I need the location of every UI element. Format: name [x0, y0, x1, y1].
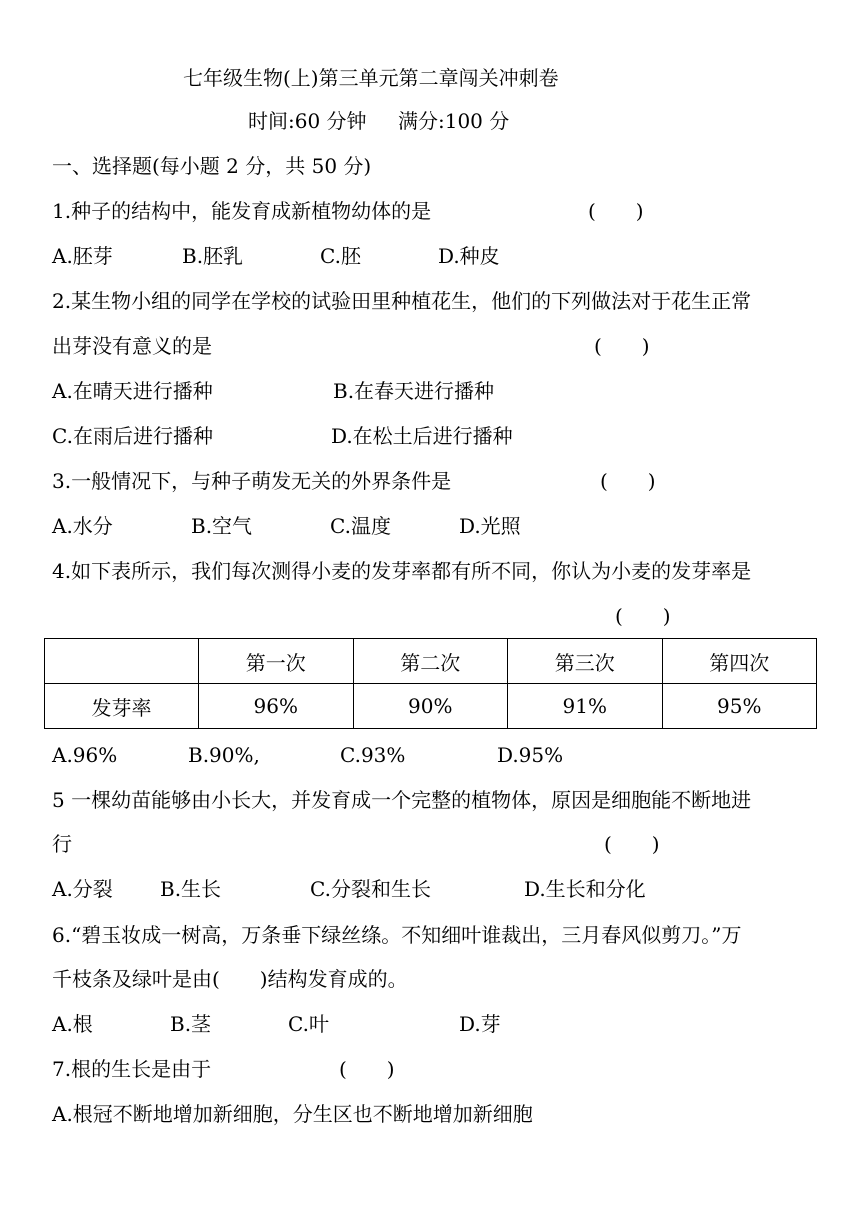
question-4-stem: 4.如下表所示，我们每次测得小麦的发芽率都有所不同，你认为小麦的发芽率是	[52, 559, 752, 583]
question-1-option-b: B.胚乳	[182, 244, 244, 268]
question-3-stem: 3.一般情况下，与种子萌发无关的外界条件是	[52, 469, 452, 493]
question-1-answer-blank: ( )	[588, 199, 644, 223]
question-2-option-b: B.在春天进行播种	[333, 379, 495, 403]
question-7-answer-blank: ( )	[339, 1057, 395, 1081]
question-4-option-a: A.96%	[52, 743, 118, 767]
question-1-option-d: D.种皮	[438, 244, 500, 268]
question-2-answer-blank: ( )	[594, 334, 650, 358]
table-row	[45, 684, 817, 729]
question-6-stem-line-2: 千枝条及绿叶是由( )结构发育成的。	[52, 967, 408, 991]
table-header-cell-fourth: 第四次	[662, 639, 817, 684]
question-2-stem-line-1: 2.某生物小组的同学在学校的试验田里种植花生，他们的下列做法对于花生正常	[52, 289, 752, 313]
question-7-stem: 7.根的生长是由于	[52, 1057, 212, 1081]
table-header-cell-third: 第三次	[508, 639, 663, 684]
question-4-option-c: C.93%	[340, 743, 406, 767]
question-4-answer-blank: ( )	[615, 604, 671, 628]
question-1-option-a: A.胚芽	[52, 244, 113, 268]
table-header-cell-first: 第一次	[199, 639, 354, 684]
question-7-option-a: A.根冠不断地增加新细胞，分生区也不断地增加新细胞	[52, 1102, 533, 1126]
table-cell-first: 96%	[199, 684, 354, 729]
section-heading: 一、选择题(每小题 2 分，共 50 分)	[52, 154, 372, 178]
question-3-answer-blank: ( )	[600, 469, 656, 493]
question-3-option-b: B.空气	[191, 514, 253, 538]
question-3-option-d: D.光照	[459, 514, 521, 538]
question-2-stem-line-2: 出芽没有意义的是	[52, 334, 212, 358]
germination-rate-table	[44, 638, 817, 729]
question-6-option-a: A.根	[52, 1012, 93, 1036]
question-2-option-c: C.在雨后进行播种	[52, 424, 213, 448]
question-2-option-d: D.在松土后进行播种	[331, 424, 513, 448]
question-3-option-a: A.水分	[52, 514, 113, 538]
table-header-row	[45, 639, 817, 684]
question-6-option-d: D.芽	[459, 1012, 501, 1036]
question-4-option-b: B.90%,	[188, 743, 260, 767]
question-5-option-a: A.分裂	[52, 877, 113, 901]
table-cell-third: 91%	[508, 684, 663, 729]
question-6-stem-line-1: 6.“碧玉妆成一树高，万条垂下绿丝绦。不知细叶谁裁出，三月春风似剪刀。”万	[52, 923, 742, 947]
question-5-option-b: B.生长	[160, 877, 222, 901]
table-header-cell-second: 第二次	[353, 639, 508, 684]
page-title: 七年级生物(上)第三单元第二章闯关冲刺卷	[183, 66, 559, 90]
question-5-option-d: D.生长和分化	[524, 877, 646, 901]
question-3-option-c: C.温度	[330, 514, 391, 538]
full-score: 满分:100 分	[398, 109, 510, 133]
question-4-option-d: D.95%	[497, 743, 564, 767]
question-5-stem-line-2: 行	[52, 832, 72, 856]
question-1-stem: 1.种子的结构中，能发育成新植物幼体的是	[52, 199, 432, 223]
question-5-option-c: C.分裂和生长	[310, 877, 431, 901]
question-1-option-c: C.胚	[320, 244, 361, 268]
question-5-answer-blank: ( )	[604, 832, 660, 856]
table-header-cell-empty	[45, 639, 199, 684]
table-cell-second: 90%	[353, 684, 508, 729]
question-2-option-a: A.在晴天进行播种	[52, 379, 213, 403]
question-5-stem-line-1: 5 一棵幼苗能够由小长大，并发育成一个完整的植物体，原因是细胞能不断地进	[52, 788, 752, 812]
exam-time: 时间:60 分钟	[248, 109, 367, 133]
question-6-option-c: C.叶	[288, 1012, 329, 1036]
table-row-label: 发芽率	[45, 684, 199, 729]
table-cell-fourth: 95%	[662, 684, 817, 729]
question-6-option-b: B.茎	[170, 1012, 212, 1036]
